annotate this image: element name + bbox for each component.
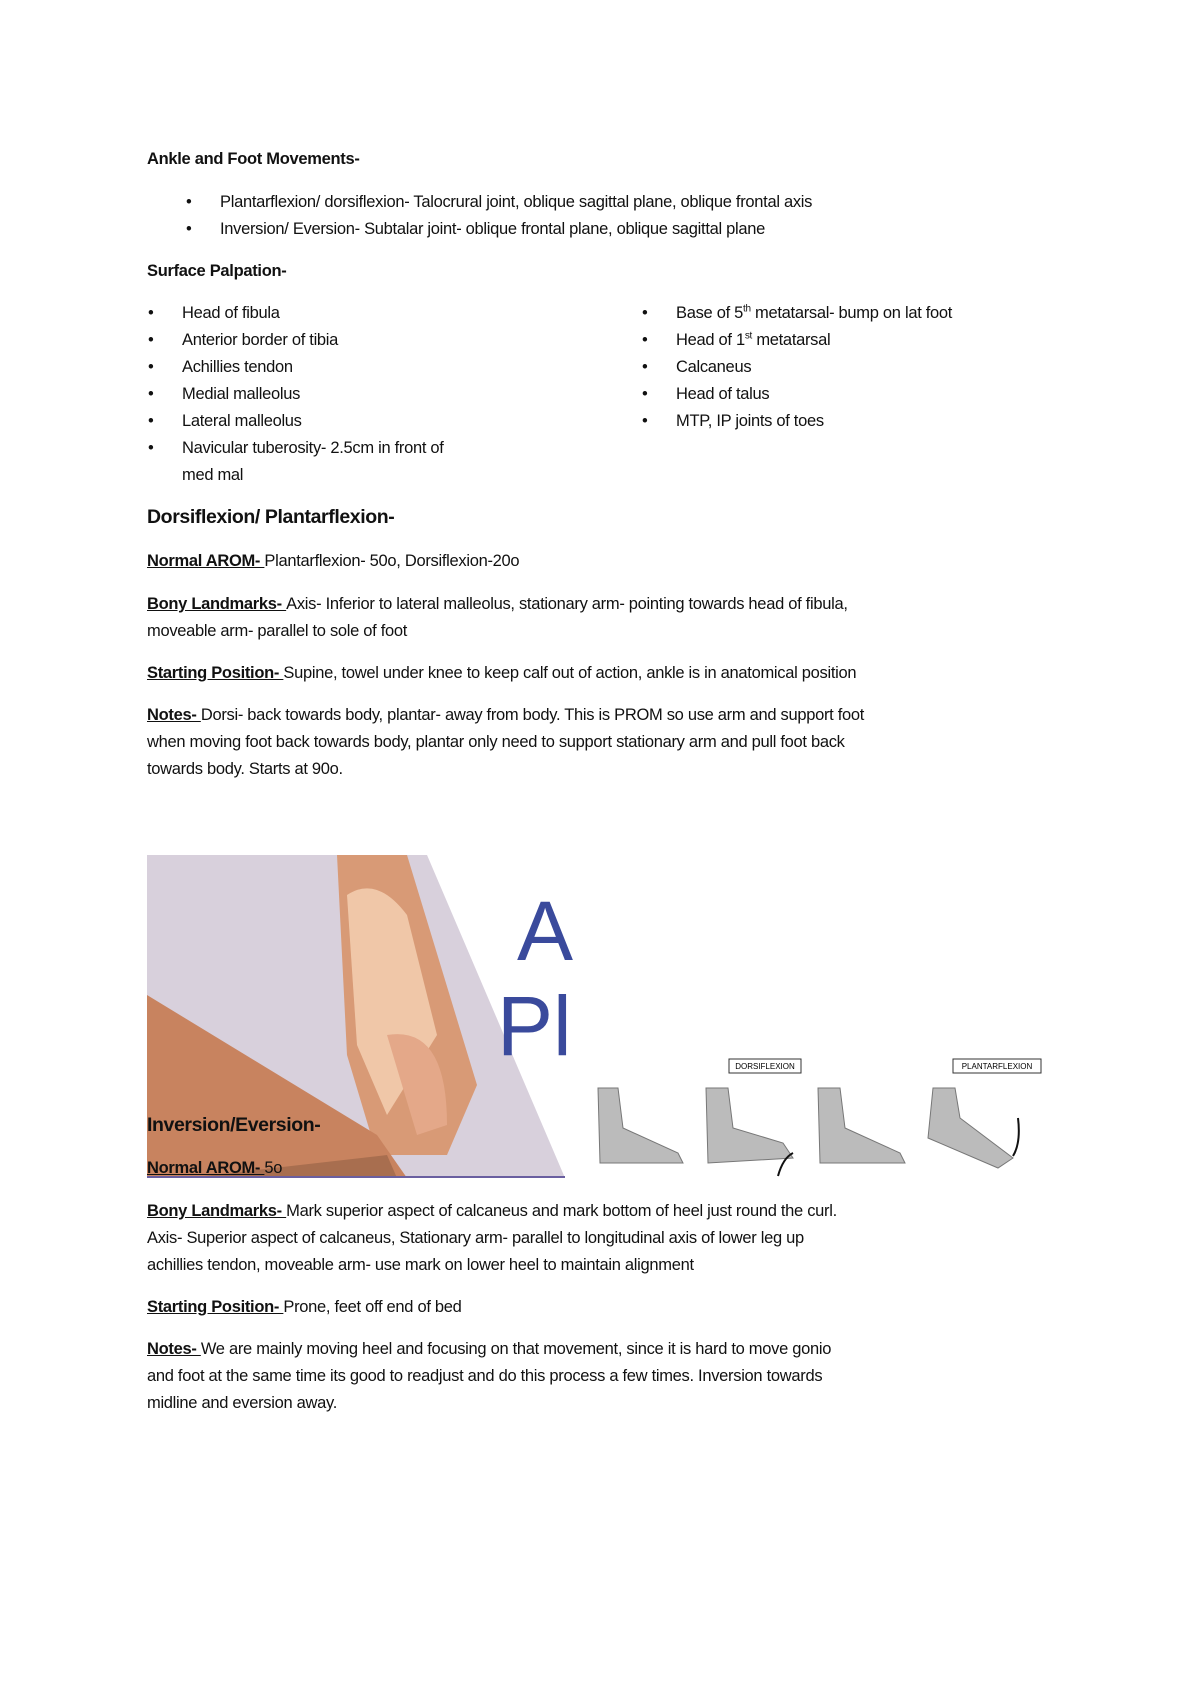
section-heading: Dorsiflexion/ Plantarflexion-	[147, 506, 395, 528]
doc-title: Ankle and Foot Movements-	[147, 150, 360, 168]
list-item: • Calcaneus	[676, 354, 751, 381]
section-heading: Inversion/Eversion-	[147, 1114, 321, 1136]
paragraph: Bony Landmarks- Mark superior aspect of calcaneus and mark bottom of heel just round the curl.	[147, 1202, 837, 1220]
list-item: • MTP, IP joints of toes	[676, 408, 824, 435]
figure-label: PLANTARFLEXION	[961, 1062, 1033, 1071]
section-heading: Surface Palpation-	[147, 262, 287, 280]
list-item: • Head of fibula	[182, 300, 280, 327]
paragraph: Notes- Dorsi- back towards body, plantar- away from body. This is PROM so use arm and support foot	[147, 706, 865, 724]
list-item: • Inversion/ Eversion- Subtalar joint- oblique frontal plane, oblique sagittal plane	[220, 216, 765, 243]
list-item: • Navicular tuberosity- 2.5cm in front of	[182, 435, 444, 462]
paragraph-line: Axis- Superior aspect of calcaneus, Stationary arm- parallel to longitudinal axis of lower leg up	[147, 1229, 804, 1247]
paragraph-line: and foot at the same time its good to readjust and do this process a few times. Inversion towards	[147, 1367, 823, 1385]
list-item: • Head of talus	[676, 381, 769, 408]
list-item: • Achillies tendon	[182, 354, 293, 381]
image-text: A	[517, 884, 574, 978]
list-item: • Medial malleolus	[182, 381, 300, 408]
paragraph: Starting Position- Prone, feet off end of bed	[147, 1298, 462, 1316]
list-item-continuation: med mal	[182, 466, 244, 484]
figure-label: DORSIFLEXION	[735, 1062, 795, 1071]
paragraph: Starting Position- Supine, towel under knee to keep calf out of action, ankle is in anatomical position	[147, 664, 857, 682]
paragraph-line: moveable arm- parallel to sole of foot	[147, 622, 408, 640]
paragraph: Normal AROM- 5o	[147, 1159, 283, 1177]
foot-movement-diagram	[588, 1058, 1048, 1168]
paragraph: Notes- We are mainly moving heel and focusing on that movement, since it is hard to move gonio	[147, 1340, 832, 1358]
paragraph-line: when moving foot back towards body, plantar only need to support stationary arm and pull foot back	[147, 733, 845, 751]
list-item: • Head of 1st metatarsal	[676, 327, 830, 354]
list-item: • Anterior border of tibia	[182, 327, 338, 354]
image-text: Pl	[497, 979, 572, 1073]
paragraph: Normal AROM- Plantarflexion- 50o, Dorsiflexion-20o	[147, 552, 520, 570]
paragraph-line: achillies tendon, moveable arm- use mark on lower heel to maintain alignment	[147, 1256, 694, 1274]
paragraph: Bony Landmarks- Axis- Inferior to lateral malleolus, stationary arm- pointing towards head of fibula,	[147, 595, 848, 613]
list-item: • Plantarflexion/ dorsiflexion- Talocrural joint, oblique sagittal plane, oblique frontal axis	[220, 189, 812, 216]
list-item: • Lateral malleolus	[182, 408, 302, 435]
paragraph-line: towards body. Starts at 90o.	[147, 760, 343, 778]
paragraph-line: midline and eversion away.	[147, 1394, 337, 1412]
list-item: • Base of 5th metatarsal- bump on lat foot	[676, 300, 952, 327]
